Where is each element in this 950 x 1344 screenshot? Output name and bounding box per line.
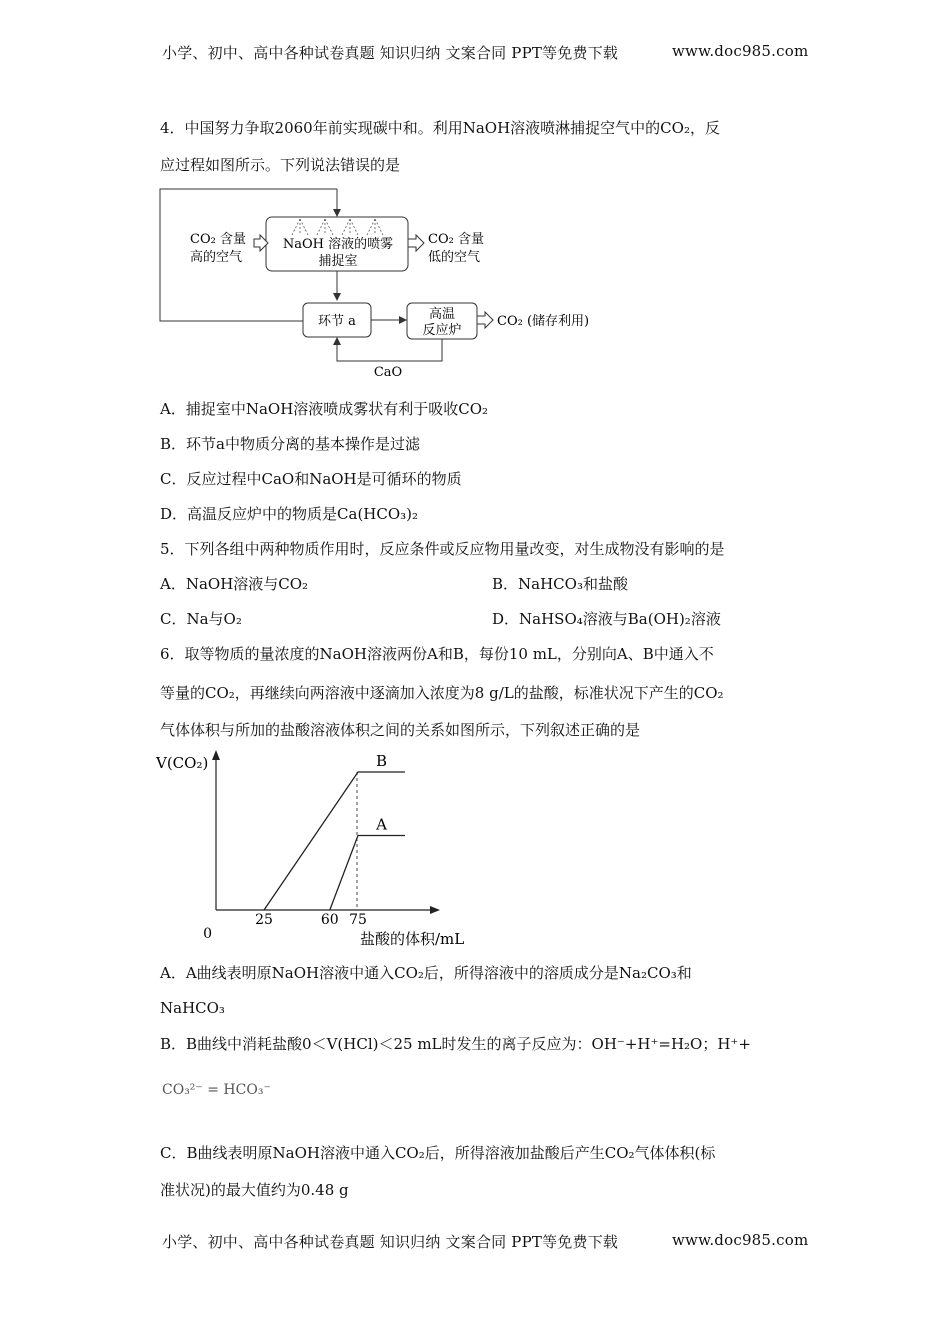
series-label-b: B — [375, 752, 388, 770]
origin-label: 0 — [203, 926, 212, 942]
x-axis-arrow-icon — [430, 906, 440, 914]
x-tick-label: 25 — [255, 912, 273, 928]
q6-option-b-line1: B．B曲线中消耗盐酸0＜V(HCl)＜25 mL时发生的离子反应为：OH⁻+H⁺=H₂O；H⁺+ — [160, 1035, 751, 1053]
step-a-label: 环节 a — [318, 314, 356, 329]
q6-option-a-line1: A．A曲线表明原NaOH溶液中通入CO₂后，所得溶液中的溶质成分是Na₂CO₃和 — [160, 964, 692, 982]
x-tick-label: 75 — [349, 912, 367, 928]
q6-line3: 气体体积与所加的盐酸溶液体积之间的关系如图所示，下列叙述正确的是 — [160, 721, 641, 739]
series-line-a — [330, 835, 405, 910]
out-air-label-1: CO₂ 含量 — [428, 232, 484, 247]
series-label-a: A — [376, 815, 387, 834]
q4-option-a: A．捕捉室中NaOH溶液喷成雾状有利于吸收CO₂ — [160, 400, 489, 418]
q5-option-b: B．NaHCO₃和盐酸 — [492, 575, 628, 593]
q6-line1: 6．取等物质的量浓度的NaOH溶液两份A和B，每份10 mL，分别向A、B中通入不 — [160, 645, 714, 663]
chamber-label-1: NaOH 溶液的喷雾 — [282, 237, 394, 252]
footer-text: 小学、初中、高中各种试卷真题 知识归纳 文案合同 PPT等免费下载 — [162, 1233, 619, 1251]
page-header — [162, 42, 618, 63]
out-air-label-2: 低的空气 — [428, 250, 481, 265]
header-text: 小学、初中、高中各种试卷真题 知识归纳 文案合同 PPT等免费下载 — [162, 44, 619, 62]
q5-option-d: D．NaHSO₄溶液与Ba(OH)₂溶液 — [492, 610, 721, 628]
q4-option-b: B．环节a中物质分离的基本操作是过滤 — [160, 435, 420, 453]
q4-option-d: D．高温反应炉中的物质是Ca(HCO₃)₂ — [160, 505, 419, 523]
footer-url[interactable]: www.doc985.com — [672, 1231, 809, 1249]
q5-option-a: A．NaOH溶液与CO₂ — [160, 575, 309, 593]
q6-option-b-equation: CO₃²⁻ = HCO₃⁻ — [162, 1082, 271, 1098]
in-air-label-1: CO₂ 含量 — [190, 232, 246, 247]
q5-option-c: C．Na与O₂ — [160, 610, 242, 628]
out-arrow-icon — [408, 235, 424, 251]
co2-out-label: CO₂ (储存利用) — [497, 314, 590, 329]
page-footer — [162, 1231, 618, 1252]
q6-option-c-line2: 准状况)的最大值约为0.48 g — [160, 1181, 349, 1199]
co2-out-arrow-icon — [477, 312, 493, 328]
q4-line2: 应过程如图所示。下列说法错误的是 — [160, 156, 401, 174]
y-axis-label: V(CO₂) — [156, 754, 209, 772]
co2-capture-diagram — [150, 185, 620, 385]
chamber-label-2: 捕捉室 — [318, 254, 358, 269]
cao-label: CaO — [373, 365, 403, 380]
q5-stem: 5．下列各组中两种物质作用时，反应条件或反应物用量改变，对生成物没有影响的是 — [160, 540, 725, 558]
x-tick-label: 60 — [320, 912, 339, 928]
q6-line2: 等量的CO₂，再继续向两溶液中逐滴加入浓度为8 g/L的盐酸，标准状况下产生的CO₂ — [160, 684, 724, 702]
co2-volume-chart — [150, 748, 465, 953]
x-axis-label: 盐酸的体积/mL — [360, 930, 465, 948]
q4-option-c: C．反应过程中CaO和NaOH是可循环的物质 — [160, 470, 462, 488]
furnace-label-2: 反应炉 — [422, 323, 462, 338]
q6-option-c-line1: C．B曲线表明原NaOH溶液中通入CO₂后，所得溶液加盐酸后产生CO₂气体体积(标 — [160, 1144, 716, 1162]
q6-option-a-line2: NaHCO₃ — [160, 999, 225, 1017]
q4-line1: 4．中国努力争取2060年前实现碳中和。利用NaOH溶液喷淋捕捉空气中的CO₂，反 — [160, 119, 720, 137]
furnace-label-1: 高温 — [428, 307, 456, 322]
spray-icon — [292, 219, 383, 235]
in-air-label-2: 高的空气 — [190, 250, 243, 265]
series-line-b — [264, 772, 405, 910]
y-axis-arrow-icon — [212, 750, 220, 760]
header-url[interactable]: www.doc985.com — [672, 42, 809, 60]
